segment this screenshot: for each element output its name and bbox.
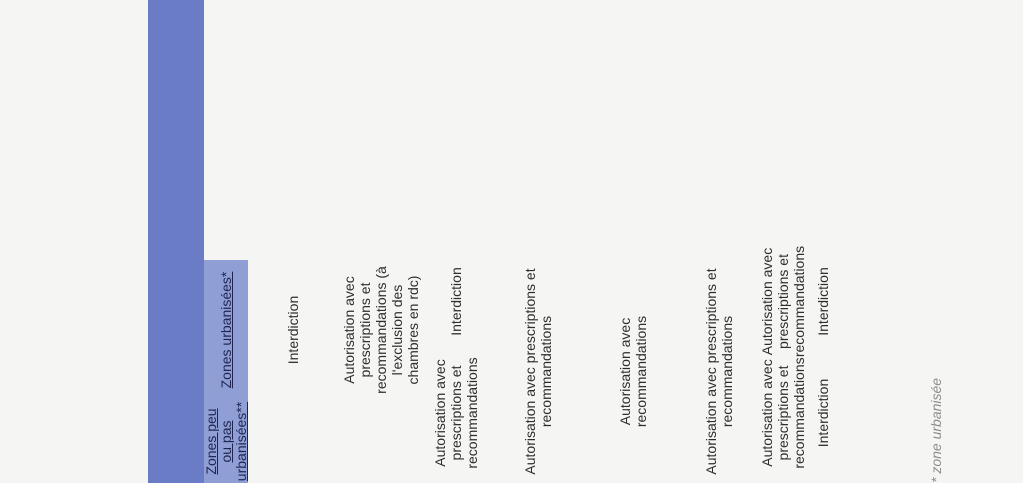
footnote-urbanised: * zone urbanisée: [928, 377, 944, 483]
cell-row7-urban: Autorisation avec prescriptions et recommandations: [758, 357, 807, 469]
cell-row4-autorisation: Autorisation avec prescriptions et recommandations: [522, 268, 554, 475]
cell-row3-urban: Autorisation avec prescriptions et recommandations: [431, 357, 480, 469]
cell-row8-little: Interdiction: [815, 267, 831, 336]
cell-row5-autorisation-reco: Autorisation avec recommandations: [617, 315, 649, 428]
cell-row7-little: Autorisation avec prescriptions et recommandations: [758, 245, 807, 358]
cell-row8-urban: Interdiction: [815, 378, 831, 448]
cell-row2-autorisation-rdc: Autorisation avec prescriptions et recommandations (à l'exclusion des chambres en rdc): [340, 266, 421, 394]
subheader-blue-urbanised: Zones urbanisées*: [204, 260, 248, 400]
cell-row1-interdiction: Interdiction: [285, 295, 301, 365]
cell-row6-autorisation: Autorisation avec prescriptions et recommandations: [703, 268, 735, 475]
cell-row3-little: Interdiction: [447, 267, 464, 336]
subheader-blue-little-urbanised: Zones peu ou pas urbanisées**: [202, 401, 249, 482]
header-dark-blue-zone-box: [148, 0, 204, 483]
